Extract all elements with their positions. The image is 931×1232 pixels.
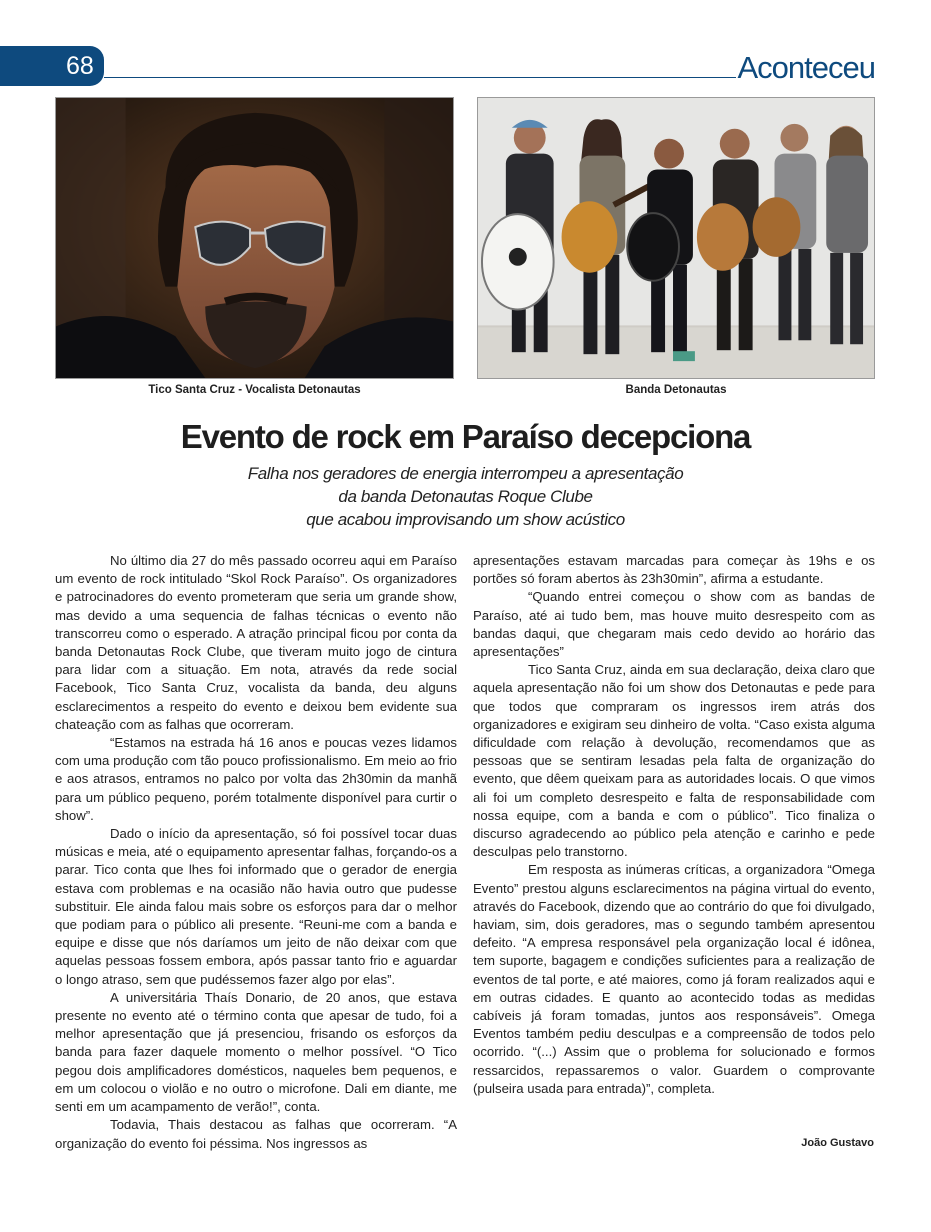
article-paragraph: “Quando entrei começou o show com as bandas de Paraíso, até ai tudo bem, mas houve muito desrespeito com as bandas daqui, que chegaram mais cedo devido ao horário das apresentações” (473, 589, 875, 660)
article-paragraph: No último dia 27 do mês passado ocorreu aqui em Paraíso um evento de rock intitulado “Skol Rock Paraíso”. Os organizadores e patrocinadores do evento prometeram que seria um grande show, mas devido a uma sequencia de falhas técnicas o evento não transcorreu como o esperado. A atração principal ficou por conta da banda Detonautas Rock Clube, que tiveram muito jogo de cintura para lidar com a situação. Em nota, através da rede social Facebook, Tico Santa Cruz, vocalista da banda, deu alguns esclarecimentos a respeito do evento e deixou bem evidente sua chateação com as falhas que ocorreram. (55, 553, 457, 732)
article-headline: Evento de rock em Paraíso decepciona (180, 418, 751, 455)
article-paragraph: Tico Santa Cruz, ainda em sua declaração, deixa claro que aquela apresentação não foi um show dos Detonautas e pede para que todos que compraram os ingressos irem atrás dos organizadores e exigiram seu dinheiro de volta. “Caso exista alguma dificuldade com relação à devolução, recomendamos que as pessoas que se sentiram lesadas pela falta de organização do evento, que dêem queixam para as autoridades locais. O que vimos ali foi um completo desrespeito e falta de responsabilidade com nossa equipe, com a banda e com o público”. Tico finaliza o discurso agradecendo ao público pela atenção e carinho e pede desculpas pelo transtorno. (473, 662, 875, 860)
photo-band (477, 97, 875, 379)
band-photo-illustration (478, 98, 874, 378)
article-paragraph: A universitária Thaís Donario, de 20 anos, que estava presente no evento até o término conta que apesar de tudo, foi a melhor apresentação que já presenciou, frisando os esforços da banda para fazer daquele momento o melhor possível. “O Tico pegou dois amplificadores domésticos, naqueles bem pequenos, e em um colocou o violão e no outro o microfone. Dali em diante, me senti em um acampamento de verão!”, conta. (55, 989, 457, 1115)
article-paragraph-continuation: apresentações estavam marcadas para começar às 19hs e os portões só foram abertos às 23h30min”, afirma a estudante. (473, 553, 875, 587)
subtitle-line: da banda Detonautas Roque Clube (338, 487, 593, 506)
caption-vocalist: Tico Santa Cruz - Vocalista Detonautas (148, 384, 361, 396)
subtitle-line: que acabou improvisando um show acústico (306, 510, 625, 529)
article-column-right (473, 552, 875, 1098)
section-title: Aconteceu (737, 50, 875, 85)
subtitle-line: Falha nos geradores de energia interrompeu a apresentação (247, 464, 684, 483)
caption-band: Banda Detonautas (625, 384, 727, 396)
header-rule (104, 77, 736, 78)
article-column-left (55, 552, 457, 1153)
article-paragraph: Todavia, Thais destacou as falhas que ocorreram. “A organização do evento foi péssima. Nos ingressos as (55, 1117, 457, 1151)
vocalist-photo-illustration (56, 98, 453, 378)
article-author: João Gustavo (801, 1137, 874, 1149)
article-paragraph: Dado o início da apresentação, só foi possível tocar duas músicas e meia, até o equipamento apresentar falhas, forçando-os a parar. Tico conta que lhes foi informado que o gerador de energia estava com problemas e na ocasião não havia outro que pudesse substituir. Ele ainda falou mais sobre os esforços para dar o melhor que podiam para o público ali presente. “Reuni-me com a banda e equipe e disse que nós daríamos um jeito de não deixar com que aquelas pessoas fossem embora, após passar tanto frio e aguardar o longo atraso, sem que pudéssemos fazer algo por elas”. (55, 826, 457, 987)
article-subtitle (140, 462, 791, 531)
article-paragraph: Em resposta as inúmeras críticas, a organizadora “Omega Evento” prestou alguns esclarecimentos na página virtual do evento, através do Facebook, dizendo que ao contrário do que foi divulgado, haviam, sim, dois geradores, mas o segundo também apresentou defeito. “A empresa responsável pela organização local é idônea, tem suporte, bagagem e condições suficientes para a realização de eventos de tal porte, e até maiores, como já foram realizados aqui e em outras cidades. E quanto ao acontecido todas as medidas cabíveis já foram tomadas, juntos aos responsáveis”. Omega Eventos também pediu desculpas e a compreensão de todos pelo ocorrido. “(...) Assim que o problema for solucionado e formos ressarcidos, repassaremos o valor. Guardem o comprovante (pulseira usada para entrada)”, completa. (473, 862, 875, 1096)
page-number-tab (0, 46, 104, 86)
photo-vocalist (55, 97, 454, 379)
page-number: 68 (66, 52, 94, 80)
article-paragraph: “Estamos na estrada há 16 anos e poucas vezes lidamos com uma produção com tão pouco profissionalismo. Em meio ao frio e aos atrasos, entramos no palco por volta das 2h30min da manhã para um público pequeno, porém totalmente disponível para curtir o show”. (55, 735, 457, 823)
